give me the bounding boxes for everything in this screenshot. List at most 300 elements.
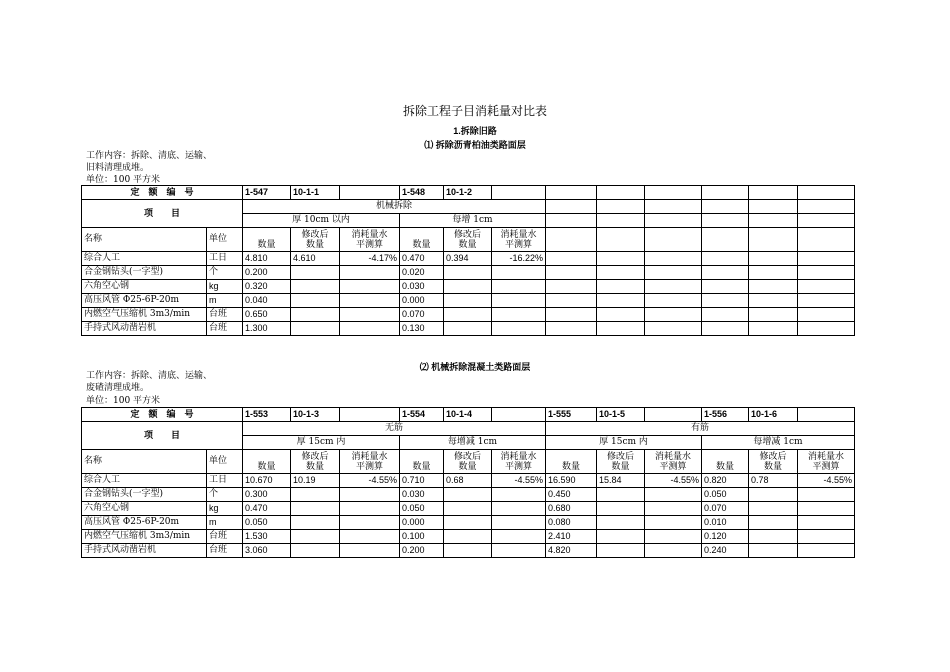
empty-cell xyxy=(645,322,702,336)
empty-cell xyxy=(597,294,645,308)
material-name: 内燃空气压缩机 3m3/min xyxy=(82,530,207,544)
empty-cell xyxy=(546,186,597,200)
code-cell: 10-1-2 xyxy=(444,186,492,200)
empty-cell xyxy=(645,214,702,228)
ratio-cell xyxy=(492,322,546,336)
material-name: 内燃空气压缩机 3m3/min xyxy=(82,308,207,322)
header-line: 消耗量水 xyxy=(654,452,691,462)
value-cell xyxy=(597,530,645,544)
ratio-cell xyxy=(340,308,400,322)
material-name: 高压风管 Φ25-6P-20m xyxy=(82,516,207,530)
value-cell: 0.050 xyxy=(400,502,444,516)
material-unit: 台班 xyxy=(207,530,243,544)
table-row xyxy=(82,474,855,488)
header-line: 平测算 xyxy=(659,462,687,472)
ratio-cell xyxy=(340,488,400,502)
header-line: 修改后 xyxy=(301,452,329,462)
empty-cell xyxy=(645,266,702,280)
table2-unit: 单位：100 平方米 xyxy=(86,396,161,406)
empty-cell xyxy=(597,280,645,294)
unit-header: 单位 xyxy=(207,228,243,252)
value-cell xyxy=(444,530,492,544)
header-line: 消耗量水 xyxy=(351,452,388,462)
value-cell xyxy=(444,544,492,558)
name-header: 名称 xyxy=(82,228,207,252)
material-name: 高压风管 Φ25-6P-20m xyxy=(82,294,207,308)
subgroup-label: 厚 15cm 内 xyxy=(243,436,400,450)
header-line: 平测算 xyxy=(812,462,840,472)
table2 xyxy=(81,407,855,558)
work-content-line: 旧料清理成堆。 xyxy=(86,163,150,173)
table-row xyxy=(82,488,855,502)
value-cell: 1.300 xyxy=(243,322,291,336)
page-title: 拆除工程子目消耗量对比表 xyxy=(402,104,547,118)
work-content-line: 工作内容：拆除、清底、运输、 xyxy=(86,371,213,381)
value-cell: 0.394 xyxy=(444,252,492,266)
mod-qty-header xyxy=(597,450,645,474)
value-cell xyxy=(291,294,340,308)
value-cell: 0.100 xyxy=(400,530,444,544)
subgroup-label: 每增减 1cm xyxy=(702,436,855,450)
value-cell: 0.200 xyxy=(400,544,444,558)
ratio-cell: -16.22% xyxy=(492,252,546,266)
header-line: 数量 xyxy=(458,462,477,472)
table-row xyxy=(82,252,855,266)
unit-header: 单位 xyxy=(207,450,243,474)
code-cell: 1-553 xyxy=(243,408,291,422)
material-unit: 个 xyxy=(207,266,243,280)
value-cell: 0.020 xyxy=(400,266,444,280)
value-cell: 0.070 xyxy=(400,308,444,322)
code-row xyxy=(82,186,855,200)
empty-cell xyxy=(546,294,597,308)
value-cell: 0.240 xyxy=(702,544,749,558)
value-cell: 0.450 xyxy=(546,488,597,502)
empty-cell xyxy=(645,308,702,322)
value-cell xyxy=(749,544,798,558)
ratio-cell xyxy=(645,502,702,516)
ratio-header xyxy=(645,450,702,474)
value-cell xyxy=(291,530,340,544)
table-row xyxy=(82,294,855,308)
empty-cell xyxy=(798,228,855,252)
header-line: 消耗量水 xyxy=(351,230,388,240)
header-line: 数量 xyxy=(458,240,477,250)
material-unit: 台班 xyxy=(207,322,243,336)
code-cell: 10-1-4 xyxy=(444,408,492,422)
value-cell: 0.710 xyxy=(400,474,444,488)
empty-cell xyxy=(749,308,798,322)
empty-cell xyxy=(645,294,702,308)
header-line: 数量 xyxy=(305,462,324,472)
empty-cell xyxy=(702,322,749,336)
material-name: 手持式风动凿岩机 xyxy=(82,322,207,336)
material-unit: m xyxy=(207,294,243,308)
value-cell: 15.84 xyxy=(597,474,645,488)
empty-cell xyxy=(749,252,798,266)
empty-cell xyxy=(546,280,597,294)
header-line: 消耗量水 xyxy=(500,230,537,240)
value-cell xyxy=(291,266,340,280)
ratio-header xyxy=(492,450,546,474)
value-cell: 0.78 xyxy=(749,474,798,488)
subgroup-label: 厚 15cm 内 xyxy=(546,436,702,450)
value-cell xyxy=(749,502,798,516)
ratio-cell xyxy=(798,502,855,516)
value-cell xyxy=(291,516,340,530)
value-cell: 0.470 xyxy=(400,252,444,266)
code-cell: 10-1-3 xyxy=(291,408,340,422)
empty-cell xyxy=(798,214,855,228)
qty-header: 数量 xyxy=(400,228,444,252)
code-cell: 10-1-6 xyxy=(749,408,798,422)
ratio-cell: -4.55% xyxy=(645,474,702,488)
ratio-cell xyxy=(340,544,400,558)
ratio-cell xyxy=(340,280,400,294)
subgroup-label: 每增减 1cm xyxy=(400,436,546,450)
material-unit: 工日 xyxy=(207,474,243,488)
empty-cell xyxy=(597,200,645,214)
code-cell: 1-547 xyxy=(243,186,291,200)
empty-cell xyxy=(340,186,400,200)
ratio-cell xyxy=(645,488,702,502)
qty-header: 数量 xyxy=(702,450,749,474)
mod-qty-header xyxy=(749,450,798,474)
material-unit: 台班 xyxy=(207,308,243,322)
value-cell: 0.820 xyxy=(702,474,749,488)
empty-cell xyxy=(546,214,597,228)
value-cell xyxy=(291,322,340,336)
code-cell: 1-548 xyxy=(400,186,444,200)
empty-cell xyxy=(597,252,645,266)
table1 xyxy=(81,185,855,336)
value-cell xyxy=(749,516,798,530)
empty-cell xyxy=(492,408,546,422)
material-name: 六角空心钢 xyxy=(82,280,207,294)
empty-cell xyxy=(546,252,597,266)
code-cell: 10-1-1 xyxy=(291,186,340,200)
material-unit: 台班 xyxy=(207,544,243,558)
empty-cell xyxy=(798,308,855,322)
value-cell: 0.030 xyxy=(400,488,444,502)
header-line: 数量 xyxy=(763,462,782,472)
ratio-cell xyxy=(492,530,546,544)
empty-cell xyxy=(597,322,645,336)
ratio-header xyxy=(340,450,400,474)
value-cell xyxy=(291,488,340,502)
group-row xyxy=(82,422,855,436)
qty-header: 数量 xyxy=(243,228,291,252)
ratio-cell: -4.55% xyxy=(492,474,546,488)
empty-cell xyxy=(546,308,597,322)
mod-qty-header xyxy=(444,228,492,252)
empty-cell xyxy=(798,408,855,422)
value-cell: 0.130 xyxy=(400,322,444,336)
empty-cell xyxy=(749,214,798,228)
material-name: 合金钢钻头(一字型) xyxy=(82,488,207,502)
mod-qty-header xyxy=(291,450,340,474)
ratio-cell xyxy=(492,266,546,280)
ratio-cell xyxy=(492,488,546,502)
ratio-cell xyxy=(492,280,546,294)
empty-cell xyxy=(546,228,597,252)
work-content-line: 废碴清理成堆。 xyxy=(86,383,150,393)
empty-cell xyxy=(702,294,749,308)
empty-cell xyxy=(749,228,798,252)
value-cell: 0.200 xyxy=(243,266,291,280)
header-line: 平测算 xyxy=(355,462,383,472)
value-cell xyxy=(749,530,798,544)
material-unit: m xyxy=(207,516,243,530)
empty-cell xyxy=(645,408,702,422)
table2-subtitle: ⑵ 机械拆除混凝土类路面层 xyxy=(419,362,531,372)
value-cell: 0.010 xyxy=(702,516,749,530)
ratio-cell xyxy=(340,294,400,308)
value-cell xyxy=(597,502,645,516)
item-label: 项 目 xyxy=(82,422,243,450)
empty-cell xyxy=(645,200,702,214)
ratio-header xyxy=(340,228,400,252)
table1-work-content xyxy=(86,150,212,174)
subgroup-label: 每增 1cm xyxy=(400,214,546,228)
header-line: 平测算 xyxy=(504,462,532,472)
empty-cell xyxy=(702,280,749,294)
value-cell: 16.590 xyxy=(546,474,597,488)
ratio-cell xyxy=(645,516,702,530)
empty-cell xyxy=(702,308,749,322)
empty-cell xyxy=(546,200,597,214)
empty-cell xyxy=(645,228,702,252)
value-cell: 4.610 xyxy=(291,252,340,266)
empty-cell xyxy=(340,408,400,422)
value-cell xyxy=(444,488,492,502)
value-cell: 0.000 xyxy=(400,294,444,308)
qty-header: 数量 xyxy=(546,450,597,474)
value-cell: 0.68 xyxy=(444,474,492,488)
header-line: 修改后 xyxy=(453,452,481,462)
empty-cell xyxy=(597,308,645,322)
header-line: 修改后 xyxy=(606,452,634,462)
group-label: 机械拆除 xyxy=(243,200,546,214)
empty-cell xyxy=(546,266,597,280)
value-cell xyxy=(291,308,340,322)
group-label: 无筋 xyxy=(243,422,546,436)
value-cell: 2.410 xyxy=(546,530,597,544)
ratio-cell xyxy=(340,516,400,530)
ratio-cell xyxy=(492,502,546,516)
table-row xyxy=(82,530,855,544)
table-row xyxy=(82,266,855,280)
empty-cell xyxy=(749,186,798,200)
empty-cell xyxy=(702,252,749,266)
empty-cell xyxy=(645,186,702,200)
ratio-cell xyxy=(492,308,546,322)
ratio-header xyxy=(798,450,855,474)
value-cell: 0.080 xyxy=(546,516,597,530)
empty-cell xyxy=(702,186,749,200)
header-line: 修改后 xyxy=(453,230,481,240)
value-cell: 0.050 xyxy=(243,516,291,530)
ratio-cell xyxy=(645,530,702,544)
material-unit: 个 xyxy=(207,488,243,502)
table1-unit: 单位：100 平方米 xyxy=(86,175,161,185)
value-cell: 0.000 xyxy=(400,516,444,530)
empty-cell xyxy=(597,228,645,252)
empty-cell xyxy=(546,322,597,336)
value-cell xyxy=(291,544,340,558)
code-cell: 1-556 xyxy=(702,408,749,422)
ratio-cell xyxy=(798,544,855,558)
ratio-cell xyxy=(492,516,546,530)
subgroup-label: 厚 10cm 以内 xyxy=(243,214,400,228)
qty-header: 数量 xyxy=(400,450,444,474)
table1-subtitle: ⑴ 拆除沥青柏油类路面层 xyxy=(424,140,526,150)
table-row xyxy=(82,308,855,322)
code-cell: 1-554 xyxy=(400,408,444,422)
column-header-row xyxy=(82,450,855,474)
value-cell xyxy=(597,544,645,558)
code-label: 定 额 编 号 xyxy=(82,408,243,422)
column-header-row xyxy=(82,228,855,252)
empty-cell xyxy=(798,252,855,266)
empty-cell xyxy=(702,200,749,214)
empty-cell xyxy=(597,186,645,200)
empty-cell xyxy=(798,322,855,336)
work-content-line: 工作内容：拆除、清底、运输、 xyxy=(86,151,213,161)
value-cell xyxy=(444,502,492,516)
value-cell: 3.060 xyxy=(243,544,291,558)
ratio-cell xyxy=(340,266,400,280)
header-line: 平测算 xyxy=(355,240,383,250)
value-cell: 0.320 xyxy=(243,280,291,294)
ratio-cell: -4.55% xyxy=(340,474,400,488)
value-cell xyxy=(444,322,492,336)
value-cell xyxy=(444,294,492,308)
ratio-cell xyxy=(340,502,400,516)
value-cell: 0.040 xyxy=(243,294,291,308)
section-title: 1.拆除旧路 xyxy=(453,126,497,136)
empty-cell xyxy=(702,214,749,228)
material-name: 手持式风动凿岩机 xyxy=(82,544,207,558)
empty-cell xyxy=(749,266,798,280)
empty-cell xyxy=(749,280,798,294)
mod-qty-header xyxy=(444,450,492,474)
empty-cell xyxy=(749,322,798,336)
value-cell: 10.19 xyxy=(291,474,340,488)
material-unit: kg xyxy=(207,280,243,294)
value-cell: 4.820 xyxy=(546,544,597,558)
table-row xyxy=(82,544,855,558)
table-row xyxy=(82,516,855,530)
value-cell: 0.470 xyxy=(243,502,291,516)
empty-cell xyxy=(798,280,855,294)
empty-cell xyxy=(492,186,546,200)
table2-work-content xyxy=(86,370,212,394)
table-row xyxy=(82,502,855,516)
value-cell xyxy=(444,308,492,322)
value-cell: 1.530 xyxy=(243,530,291,544)
ratio-cell xyxy=(492,544,546,558)
material-unit: 工日 xyxy=(207,252,243,266)
value-cell: 0.050 xyxy=(702,488,749,502)
code-row xyxy=(82,408,855,422)
value-cell: 0.650 xyxy=(243,308,291,322)
value-cell: 10.670 xyxy=(243,474,291,488)
header-line: 平测算 xyxy=(504,240,532,250)
value-cell: 0.300 xyxy=(243,488,291,502)
code-label: 定 额 编 号 xyxy=(82,186,243,200)
value-cell: 4.810 xyxy=(243,252,291,266)
ratio-cell xyxy=(492,294,546,308)
value-cell: 0.030 xyxy=(400,280,444,294)
value-cell: 0.070 xyxy=(702,502,749,516)
ratio-cell: -4.55% xyxy=(798,474,855,488)
name-header: 名称 xyxy=(82,450,207,474)
header-line: 消耗量水 xyxy=(807,452,844,462)
empty-cell xyxy=(702,228,749,252)
code-cell: 10-1-5 xyxy=(597,408,645,422)
material-name: 综合人工 xyxy=(82,252,207,266)
table-row xyxy=(82,322,855,336)
table-row xyxy=(82,280,855,294)
header-line: 修改后 xyxy=(301,230,329,240)
empty-cell xyxy=(702,266,749,280)
value-cell: 0.680 xyxy=(546,502,597,516)
empty-cell xyxy=(597,266,645,280)
value-cell xyxy=(444,516,492,530)
value-cell xyxy=(291,280,340,294)
group-label: 有筋 xyxy=(546,422,855,436)
empty-cell xyxy=(597,214,645,228)
qty-header: 数量 xyxy=(243,450,291,474)
ratio-cell xyxy=(340,530,400,544)
ratio-cell xyxy=(645,544,702,558)
header-line: 数量 xyxy=(305,240,324,250)
code-cell: 1-555 xyxy=(546,408,597,422)
value-cell xyxy=(597,488,645,502)
ratio-cell: -4.17% xyxy=(340,252,400,266)
value-cell xyxy=(291,502,340,516)
material-name: 合金钢钻头(一字型) xyxy=(82,266,207,280)
ratio-cell xyxy=(798,516,855,530)
empty-cell xyxy=(749,200,798,214)
value-cell xyxy=(444,280,492,294)
ratio-cell xyxy=(798,530,855,544)
ratio-header xyxy=(492,228,546,252)
ratio-cell xyxy=(798,488,855,502)
mod-qty-header xyxy=(291,228,340,252)
value-cell xyxy=(749,488,798,502)
empty-cell xyxy=(798,266,855,280)
material-unit: kg xyxy=(207,502,243,516)
value-cell xyxy=(444,266,492,280)
header-line: 数量 xyxy=(611,462,630,472)
value-cell: 0.120 xyxy=(702,530,749,544)
empty-cell xyxy=(645,252,702,266)
material-name: 综合人工 xyxy=(82,474,207,488)
empty-cell xyxy=(798,294,855,308)
header-line: 修改后 xyxy=(759,452,787,462)
empty-cell xyxy=(749,294,798,308)
empty-cell xyxy=(798,200,855,214)
item-label: 项 目 xyxy=(82,200,243,228)
empty-cell xyxy=(645,280,702,294)
material-name: 六角空心钢 xyxy=(82,502,207,516)
header-line: 消耗量水 xyxy=(500,452,537,462)
group-row xyxy=(82,200,855,214)
empty-cell xyxy=(798,186,855,200)
value-cell xyxy=(597,516,645,530)
